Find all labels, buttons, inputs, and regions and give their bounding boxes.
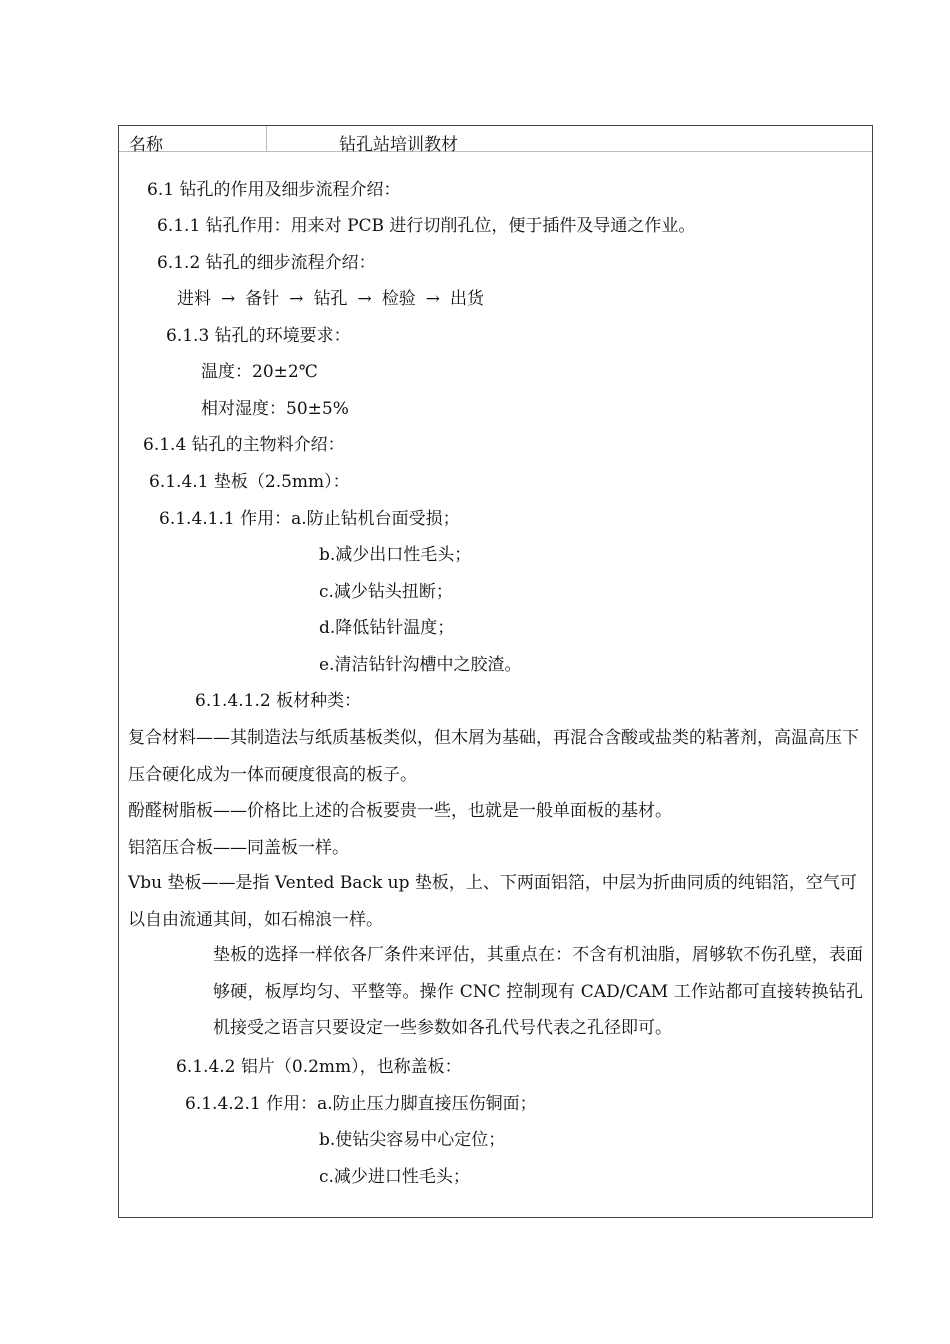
flow-step: 备针 — [245, 289, 280, 309]
humidity-line: 相对湿度：50±5% — [201, 399, 349, 419]
name-label: 名称 — [129, 135, 163, 155]
section-6-1-4-1: 6.1.4.1 垫板（2.5mm）： — [149, 472, 350, 492]
arrow-icon: → — [221, 289, 236, 309]
flow-step: 进料 — [177, 289, 211, 309]
function-item-b: b.减少出口性毛头； — [319, 545, 472, 565]
composite-board-paragraph: 复合材料——其制造法与纸质基板类似，但木屑为基础，再混合含酸或盐类的粘著剂，高温高压下压合硬化成为一体而硬度很高的板子。 — [128, 728, 859, 785]
section-6-1-4-2: 6.1.4.2 铝片（0.2mm），也称盖板： — [176, 1057, 462, 1077]
phenolic-board-line: 酚醛树脂板——价格比上述的合板要贵一些，也就是一般单面板的基材。 — [128, 801, 672, 821]
vbu-board-paragraph: Vbu 垫板——是指 Vented Back up 垫板，上、下两面铝箔，中层为折曲同质的纯铝箔，空气可以自由流通其间，如石棉浪一样。 — [128, 873, 857, 930]
section-6-1: 6.1 钻孔的作用及细步流程介绍： — [147, 180, 401, 200]
section-6-1-2: 6.1.2 钻孔的细步流程介绍： — [157, 253, 376, 273]
section-6-1-4-1-2: 6.1.4.1.2 板材种类： — [195, 691, 362, 711]
temperature-line: 温度：20±2℃ — [201, 362, 318, 382]
cover-function-item-b: b.使钻尖容易中心定位； — [319, 1130, 506, 1150]
section-6-1-4-2-1: 6.1.4.2.1 作用：a.防止压力脚直接压伤铜面； — [185, 1094, 537, 1114]
selection-paragraph: 垫板的选择一样依各厂条件来评估，其重点在：不含有机油脂，屑够软不伤孔壁，表面够硬，板厚均匀、平整等。操作 CNC 控制现有 CAD/CAM 工作站都可直接转换钻孔机接受之语言只要设定一些参数如各孔代号代表之孔径即可。 — [213, 945, 863, 1038]
arrow-icon: → — [357, 289, 372, 309]
arrow-icon: → — [289, 289, 304, 309]
flow-step: 检验 — [381, 289, 416, 309]
flow-step: 钻孔 — [313, 289, 348, 309]
header-row — [119, 126, 872, 155]
section-6-1-3: 6.1.3 钻孔的环境要求： — [166, 326, 351, 346]
function-item-d: d.降低钻针温度； — [319, 618, 455, 638]
flow-step: 出货 — [450, 289, 484, 309]
cover-function-item-c: c.减少进口性毛头； — [319, 1167, 470, 1187]
document-title: 钻孔站培训教材 — [339, 135, 458, 155]
header-divider — [266, 126, 267, 152]
process-flow — [177, 288, 484, 310]
aluminum-laminate-line: 铝箔压合板——同盖板一样。 — [128, 838, 349, 858]
section-6-1-4-1-1: 6.1.4.1.1 作用：a.防止钻机台面受损； — [159, 509, 460, 529]
section-6-1-1: 6.1.1 钻孔作用：用来对 PCB 进行切削孔位，便于插件及导通之作业。 — [157, 216, 696, 236]
section-6-1-4: 6.1.4 钻孔的主物料介绍： — [143, 435, 345, 455]
function-item-c: c.减少钻头扭断； — [319, 582, 453, 602]
arrow-icon: → — [425, 289, 440, 309]
function-item-e: e.清洁钻针沟槽中之胶渣。 — [319, 655, 522, 675]
